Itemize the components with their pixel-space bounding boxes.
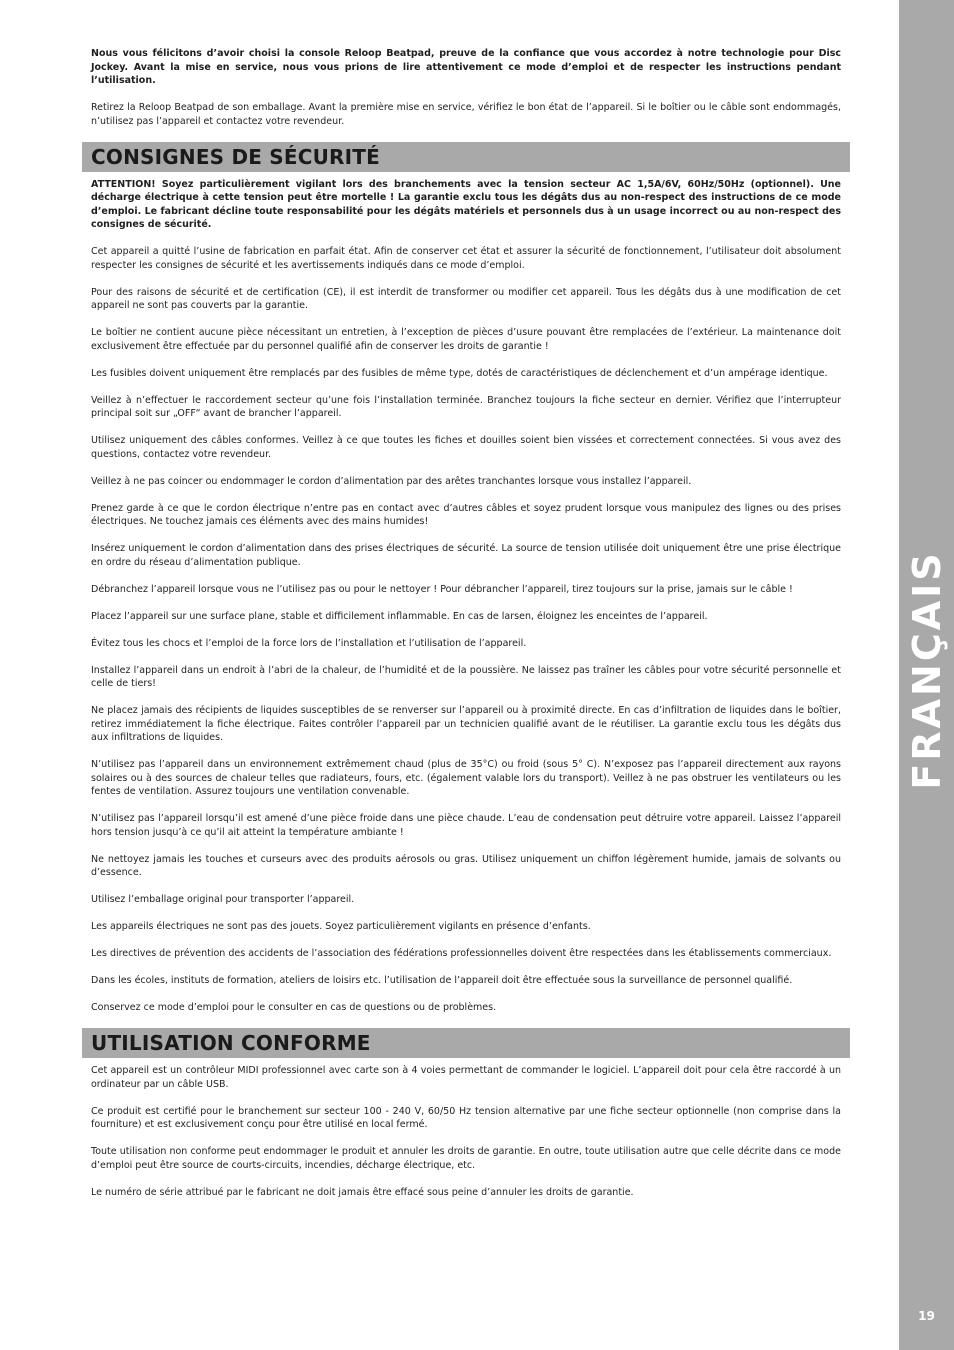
- section-paragraph: Dans les écoles, instituts de formation, ateliers de loisirs etc. l’utilisation de l’appareil doit être effectuée sous la surveillance de personnel qualifié.: [91, 975, 793, 986]
- intro-block: [82, 47, 850, 128]
- page-content: [82, 47, 850, 1213]
- section-paragraph: Cet appareil est un contrôleur MIDI professionnel avec carte son à 4 voies permettant de commander le logiciel. L’appareil doit pour cela être raccordé à un ordinateur par un câble USB.: [91, 1065, 841, 1090]
- section-paragraph: Évitez tous les chocs et l’emploi de la force lors de l’installation et l’utilisation de l’appareil.: [91, 637, 527, 649]
- section-paragraph: Débranchez l’appareil lorsque vous ne l’utilisez pas ou pour le nettoyer ! Pour débrancher l’appareil, tirez toujours sur la prise, jamais sur le câble !: [91, 583, 793, 595]
- intro-paragraph: Nous vous félicitons d’avoir choisi la console Reloop Beatpad, preuve de la confiance que vous accordez à notre technologie pour Disc Jockey. Avant la mise en service, nous vous prions de lire attentivement ce mode d’emploi et de respecter les instructions pendant l’utilisation.: [91, 48, 841, 86]
- sections-container: [82, 142, 850, 1200]
- section-paragraph: Ce produit est certifié pour le branchement sur secteur 100 - 240 V, 60/50 Hz tension alternative par une fiche secteur optionnelle (non comprise dans la fourniture) et est exclusivement conçu pour être utilisé en local fermé.: [91, 1105, 841, 1130]
- section-paragraph: ATTENTION! Soyez particulièrement vigilant lors des branchements avec la tension secteur AC 1,5A/6V, 60Hz/50Hz (optionnel). Une décharge électrique à cette tension peut être mortelle ! La garantie exclu tous les dégâts dus au non-respect des instructions de ce mode d’emploi. Le fabricant décline toute responsabilité pour les dégâts matériels et personnels dus à un usage incorrect ou au non-respect des consignes de sécurité.: [91, 178, 841, 230]
- section-paragraph: Utilisez uniquement des câbles conformes. Veillez à ce que toutes les fiches et douilles soient bien vissées et correctement connectées. Si vous avez des questions, contactez votre revendeur.: [91, 435, 841, 460]
- section: [82, 142, 850, 1015]
- section-paragraph: Le boîtier ne contient aucune pièce nécessitant un entretien, à l’exception de pièces d’usure pouvant être remplacées de l’extérieur. La maintenance doit exclusivement être effectuée par du personnel qualifié afin de conserver les droits de garantie !: [91, 327, 841, 352]
- section-heading: CONSIGNES DE SÉCURITÉ: [82, 142, 850, 172]
- section-paragraph: Veillez à n’effectuer le raccordement secteur qu’une fois l’installation terminée. Branchez toujours la fiche secteur en dernier. Vérifiez que l’interrupteur principal soit sur „OFF“ avant de brancher l’appareil.: [91, 394, 841, 419]
- section-paragraph: Les directives de prévention des accidents de l’association des fédérations professionnelles doivent être respectées dans les établissements commerciaux.: [91, 948, 832, 959]
- section-paragraph: Pour des raisons de sécurité et de certification (CE), il est interdit de transformer ou modifier cet appareil. Tous les dégâts dus à une modification de cet appareil ne sont pas couverts par la garantie.: [91, 286, 841, 311]
- page-number: 19: [918, 1309, 935, 1323]
- section-paragraph: Veillez à ne pas coincer ou endommager le cordon d’alimentation par des arêtes tranchantes lorsque vous installez l’appareil.: [91, 475, 692, 487]
- section-paragraph: N’utilisez pas l’appareil lorsqu’il est amené d’une pièce froide dans une pièce chaude. L’eau de condensation peut détruire votre appareil. Laissez l’appareil hors tension jusqu’à ce qu’il ait atteint la température ambiante !: [91, 813, 841, 838]
- section-paragraph: Les fusibles doivent uniquement être remplacés par des fusibles de même type, dotés de caractéristiques de déclenchement et d’un ampérage identique.: [91, 367, 828, 379]
- section-paragraph: Le numéro de série attribué par le fabricant ne doit jamais être effacé sous peine d’annuler les droits de garantie.: [91, 1186, 634, 1198]
- section-paragraph: Conservez ce mode d’emploi pour le consulter en cas de questions ou de problèmes.: [91, 1002, 497, 1013]
- section-paragraph: N’utilisez pas l’appareil dans un environnement extrêmement chaud (plus de 35°C) ou froid (sous 5° C). N’exposez pas l’appareil directement aux rayons solaires ou à des sources de chaleur telles que radiateurs, fours, etc. (également valable lors du transport). Veillez à ne pas obstruer les ventilateurs ou les fentes de ventilation. Assurez toujours une ventilation convenable.: [91, 759, 841, 797]
- section-paragraph: Installez l’appareil dans un endroit à l’abri de la chaleur, de l’humidité et de la poussière. Ne laissez pas traîner les câbles pour votre sécurité personnelle et celle de tiers!: [91, 664, 841, 689]
- section-heading: UTILISATION CONFORME: [82, 1028, 850, 1058]
- section-paragraph: Ne nettoyez jamais les touches et curseurs avec des produits aérosols ou gras. Utilisez uniquement un chiffon légèrement humide, jamais de solvants ou d’essence.: [91, 853, 841, 878]
- section-paragraph: Cet appareil a quitté l’usine de fabrication en parfait état. Afin de conserver cet état et assurer la sécurité de fonctionnement, l’utilisateur doit absolument respecter les consignes de sécurité et les avertissements indiqués dans ce mode d’emploi.: [91, 246, 841, 271]
- section-paragraph: Prenez garde à ce que le cordon électrique n’entre pas en contact avec d’autres câbles et soyez prudent lorsque vous manipulez des lignes ou des prises électriques. Ne touchez jamais ces éléments avec des mains humides!: [91, 502, 841, 527]
- section: [82, 1028, 850, 1199]
- section-paragraph: Placez l’appareil sur une surface plane, stable et difficilement inflammable. En cas de larsen, éloignez les enceintes de l’appareil.: [91, 610, 708, 622]
- section-paragraph: Les appareils électriques ne sont pas des jouets. Soyez particulièrement vigilants en présence d’enfants.: [91, 921, 591, 932]
- section-paragraph: Insérez uniquement le cordon d’alimentation dans des prises électriques de sécurité. La source de tension utilisée doit uniquement être une prise électrique en ordre du réseau d’alimentation publique.: [91, 543, 841, 568]
- language-label: FRANÇAIS: [905, 550, 949, 790]
- section-paragraph: Toute utilisation non conforme peut endommager le produit et annuler les droits de garantie. En outre, toute utilisation autre que celle décrite dans ce mode d’emploi peut être source de courts-circuits, incendies, décharge électrique, etc.: [91, 1146, 841, 1171]
- section-paragraph: Ne placez jamais des récipients de liquides susceptibles de se renverser sur l’appareil ou à proximité directe. En cas d’infiltration de liquides dans le boîtier, retirez immédiatement la fiche électrique. Faites contrôler l’appareil par un technicien qualifié avant de le réutiliser. La garantie exclu tous les dégâts dus aux infiltrations de liquides.: [91, 705, 841, 743]
- intro-paragraph: Retirez la Reloop Beatpad de son emballage. Avant la première mise en service, vérifiez le bon état de l’appareil. Si le boîtier ou le câble sont endommagés, n’utilisez pas l’appareil et contactez votre revendeur.: [91, 102, 841, 127]
- section-paragraph: Utilisez l’emballage original pour transporter l’appareil.: [91, 894, 355, 905]
